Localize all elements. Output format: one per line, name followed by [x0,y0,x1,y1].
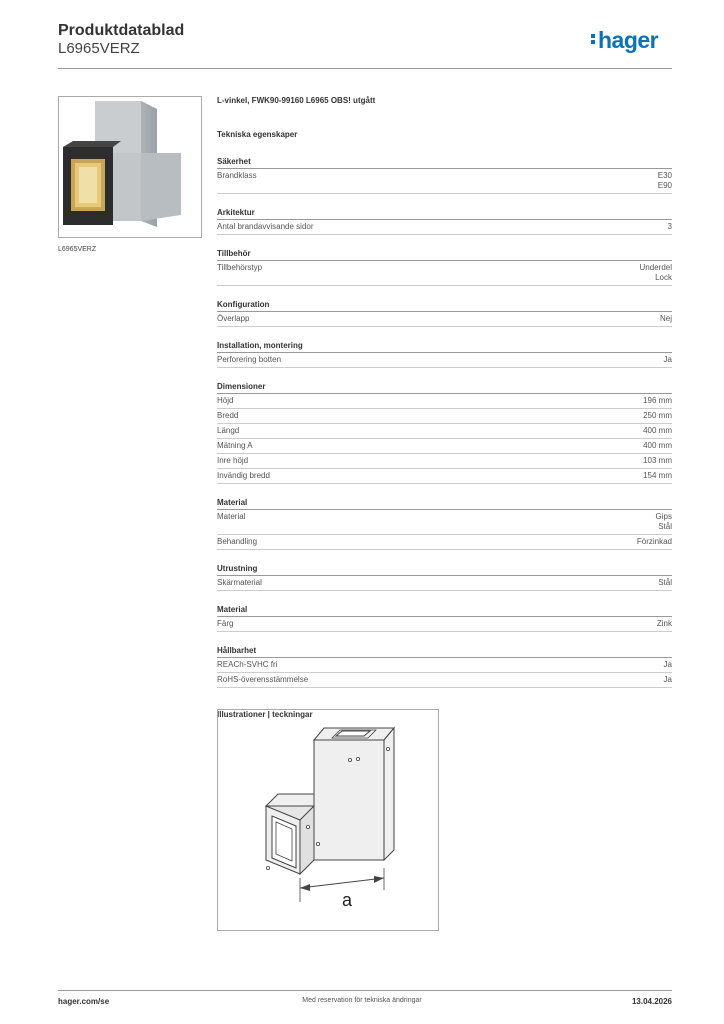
logo-text: hager [598,27,659,53]
spec-value: Ja [663,675,672,684]
spec-row [217,617,672,632]
spec-values [656,512,672,532]
spec-row [217,169,672,194]
specification-content [217,96,672,719]
spec-group [217,208,672,235]
product-photo [58,96,202,238]
spec-label: Inre höjd [217,456,249,465]
spec-group [217,341,672,368]
hager-logo[interactable] [591,27,658,54]
spec-row [217,409,672,424]
spec-label: Behandling [217,537,258,546]
spec-values [658,578,672,588]
footer-website[interactable]: hager.com/se [58,997,110,1006]
spec-group-title: Material [217,605,672,617]
spec-values [643,396,672,406]
spec-label: Material [217,512,246,521]
tech-heading: Tekniska egenskaper [217,130,298,139]
product-description: L-vinkel, FWK90-99160 L6965 OBS! utgått [217,96,376,105]
illustration-drawing [217,709,439,931]
logo-dots-icon [591,32,596,46]
spec-value: 196 mm [643,396,672,405]
footer-disclaimer: Med reservation för tekniska ändringar [302,997,422,1004]
footer-divider [58,990,672,991]
spec-values [643,456,672,466]
spec-label: Bredd [217,411,239,420]
spec-row [217,394,672,409]
spec-value: Gips [655,512,672,521]
spec-label: REACh-SVHC fri [217,660,278,669]
spec-value: Förzinkad [636,537,672,546]
spec-group [217,300,672,327]
l-angle-drawing [218,710,438,930]
spec-group-title: Material [217,498,672,510]
spec-values [660,314,672,324]
spec-value: 250 mm [643,411,672,420]
spec-label: Färg [217,619,234,628]
spec-values [643,426,672,436]
spec-value: Stål [658,522,672,531]
spec-group-title: Utrustning [217,564,672,576]
spec-group-title: Hållbarhet [217,646,672,658]
spec-group-title: Säkerhet [217,157,672,169]
spec-group-title: Dimensioner [217,382,672,394]
photo-caption: L6965VERZ [58,246,97,253]
product-code: L6965VERZ [58,40,140,57]
spec-values [643,411,672,421]
spec-row [217,439,672,454]
spec-value: Lock [655,273,672,282]
spec-value: Nej [659,314,672,323]
spec-label: Antal brandavvisande sidor [217,222,314,231]
spec-value: 400 mm [643,441,672,450]
spec-row [217,576,672,591]
spec-row [217,673,672,688]
spec-row [217,220,672,235]
spec-groups [217,157,672,688]
spec-row [217,469,672,484]
spec-value: 400 mm [643,426,672,435]
spec-value: Underdel [639,263,672,272]
spec-values [664,660,672,670]
product-photo-image [59,97,201,237]
spec-label: Skärmaterial [217,578,262,587]
spec-values [637,537,672,547]
spec-label: Perforering botten [217,355,282,364]
spec-label: Brandklass [217,171,257,180]
spec-row [217,424,672,439]
spec-group [217,157,672,194]
spec-group-title: Tillbehör [217,249,672,261]
page-title: Produktdatablad [58,22,185,39]
spec-row [217,510,672,535]
spec-group-title: Konfiguration [217,300,672,312]
spec-label: Överlapp [217,314,250,323]
spec-value: E90 [657,181,672,190]
dimension-label: a [342,890,353,910]
spec-row [217,353,672,368]
spec-label: Mätning A [217,441,253,450]
illustration-heading: Illustrationer | teckningar [217,710,313,719]
spec-row [217,454,672,469]
spec-values [640,263,672,283]
spec-label: RoHS-överensstämmelse [217,675,309,684]
spec-row [217,658,672,673]
spec-value: E30 [657,171,672,180]
spec-values [658,171,672,191]
spec-value: Ja [663,355,672,364]
spec-group [217,605,672,632]
spec-values [664,675,672,685]
spec-value: Ja [663,660,672,669]
spec-group-title: Arkitektur [217,208,672,220]
spec-group [217,646,672,688]
spec-value: 103 mm [643,456,672,465]
spec-values [668,222,672,232]
spec-value: 154 mm [643,471,672,480]
spec-group-title: Installation, montering [217,341,672,353]
spec-values [664,355,672,365]
spec-row [217,261,672,286]
spec-label: Längd [217,426,240,435]
spec-row [217,312,672,327]
spec-group [217,498,672,550]
spec-label: Tillbehörstyp [217,263,263,272]
header-divider [58,68,672,69]
spec-value: 3 [667,222,672,231]
spec-value: Stål [658,578,672,587]
spec-row [217,535,672,550]
spec-group [217,564,672,591]
spec-group [217,382,672,484]
spec-values [643,441,672,451]
spec-label: Invändig bredd [217,471,270,480]
spec-values [643,471,672,481]
spec-values [657,619,672,629]
spec-value: Zink [656,619,672,628]
footer-date: 13.04.2026 [631,997,672,1006]
spec-label: Höjd [217,396,234,405]
spec-group [217,249,672,286]
